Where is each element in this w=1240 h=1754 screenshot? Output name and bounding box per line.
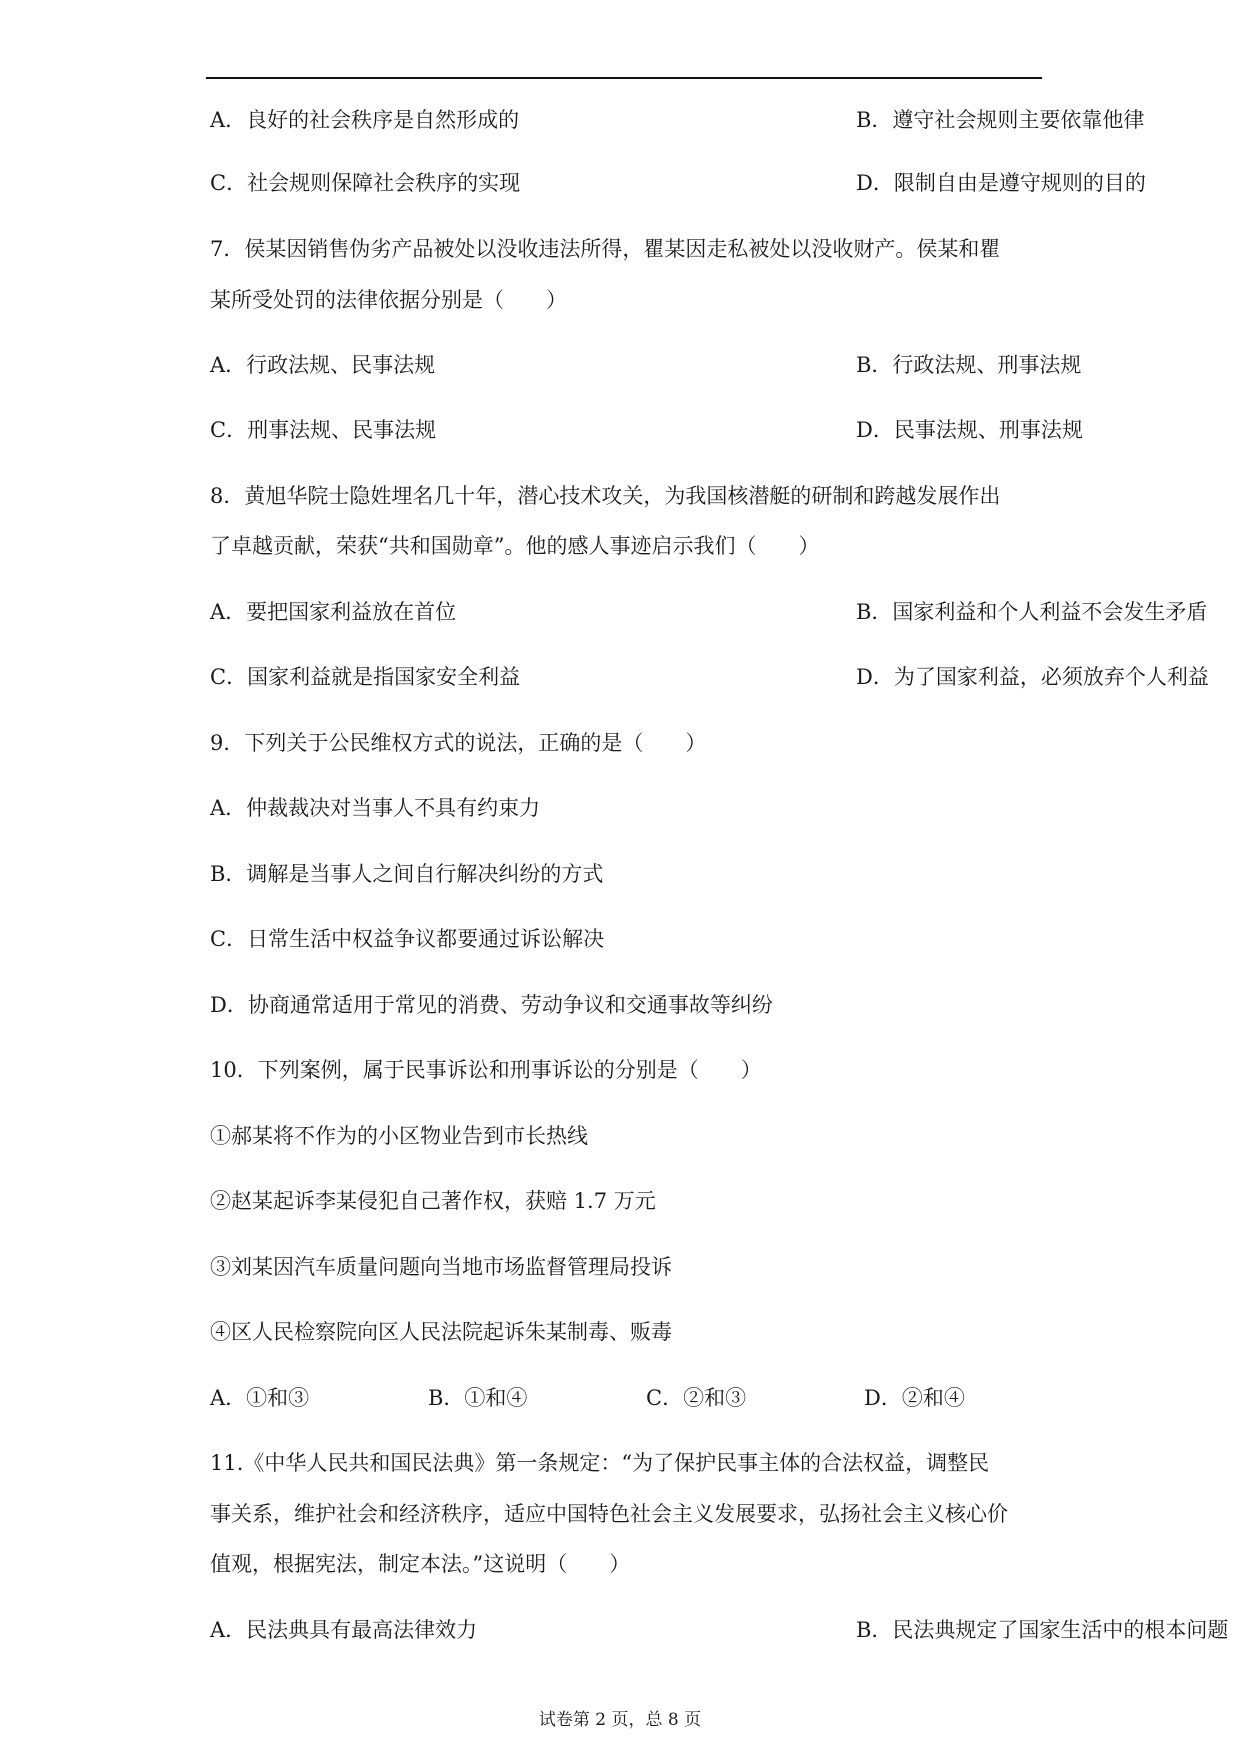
q10-item-2: ②赵某起诉李某侵犯自己著作权，获赔 1.7 万元	[210, 1189, 656, 1213]
q10-item-4: ④区人民检察院向区人民法院起诉朱某制毒、贩毒	[210, 1320, 672, 1344]
q9-option-c: C．日常生活中权益争议都要通过诉讼解决	[210, 927, 605, 951]
q6-option-row-2	[210, 168, 1146, 198]
q11-option-a: A．民法典具有最高法律效力	[210, 1618, 478, 1642]
q10-item-1: ①郝某将不作为的小区物业告到市长热线	[210, 1124, 588, 1148]
q11-stem-line-3: 值观，根据宪法，制定本法。”这说明（ ）	[210, 1552, 631, 1576]
q8-option-a: A．要把国家利益放在首位	[210, 600, 457, 624]
q9-option-a: A．仲裁裁决对当事人不具有约束力	[210, 796, 541, 820]
q7-option-row-2	[210, 415, 1083, 445]
q8-option-d: D．为了国家利益，必须放弃个人利益	[856, 665, 1209, 689]
q8-option-b: B．国家利益和个人利益不会发生矛盾	[856, 600, 1208, 624]
q11-option-row-1	[210, 1615, 1229, 1645]
q7-option-b: B．行政法规、刑事法规	[856, 353, 1082, 377]
q11-stem-line-1: 11.《中华人民共和国民法典》第一条规定：“为了保护民事主体的合法权益，调整民	[210, 1451, 990, 1475]
q7-stem-line-2: 某所受处罚的法律依据分别是（ ）	[210, 288, 567, 312]
q10-option-row	[210, 1383, 965, 1413]
q9-stem: 9．下列关于公民维权方式的说法，正确的是（ ）	[210, 731, 707, 755]
q6-option-b: B．遵守社会规则主要依靠他律	[856, 108, 1145, 132]
q7-option-d: D．民事法规、刑事法规	[856, 418, 1083, 442]
q6-option-d: D．限制自由是遵守规则的目的	[856, 171, 1146, 195]
q10-option-a: A．①和③	[210, 1386, 310, 1410]
page-footer: 试卷第 2 页，总 8 页	[538, 1710, 702, 1730]
q8-option-row-1	[210, 597, 1208, 627]
header-rule	[206, 77, 1042, 79]
q11-stem-line-2: 事关系，维护社会和经济秩序，适应中国特色社会主义发展要求，弘扬社会主义核心价	[210, 1502, 1008, 1526]
q6-option-row-1	[210, 105, 1145, 135]
q7-stem-line-1: 7．侯某因销售伪劣产品被处以没收违法所得，瞿某因走私被处以没收财产。侯某和瞿	[210, 237, 1001, 261]
q6-option-c: C．社会规则保障社会秩序的实现	[210, 171, 521, 195]
q10-option-b: B．①和④	[428, 1386, 528, 1410]
q11-option-b: B．民法典规定了国家生活中的根本问题	[856, 1618, 1229, 1642]
q10-item-3: ③刘某因汽车质量问题向当地市场监督管理局投诉	[210, 1255, 672, 1279]
q6-option-a: A．良好的社会秩序是自然形成的	[210, 108, 520, 132]
q8-stem-line-1: 8．黄旭华院士隐姓埋名几十年，潜心技术攻关，为我国核潜艇的研制和跨越发展作出	[210, 484, 1001, 508]
q10-option-d: D．②和④	[864, 1386, 965, 1410]
q8-stem-line-2: 了卓越贡献，荣获“共和国勋章”。他的感人事迹启示我们（ ）	[210, 534, 820, 558]
q10-option-c: C．②和③	[646, 1386, 747, 1410]
q8-option-c: C．国家利益就是指国家安全利益	[210, 665, 521, 689]
q7-option-a: A．行政法规、民事法规	[210, 353, 436, 377]
q7-option-c: C．刑事法规、民事法规	[210, 418, 437, 442]
q9-option-d: D．协商通常适用于常见的消费、劳动争议和交通事故等纠纷	[210, 993, 773, 1017]
q8-option-row-2	[210, 662, 1209, 692]
q9-option-b: B．调解是当事人之间自行解决纠纷的方式	[210, 862, 604, 886]
q10-stem: 10．下列案例，属于民事诉讼和刑事诉讼的分别是（ ）	[210, 1058, 762, 1082]
q7-option-row-1	[210, 350, 1082, 380]
